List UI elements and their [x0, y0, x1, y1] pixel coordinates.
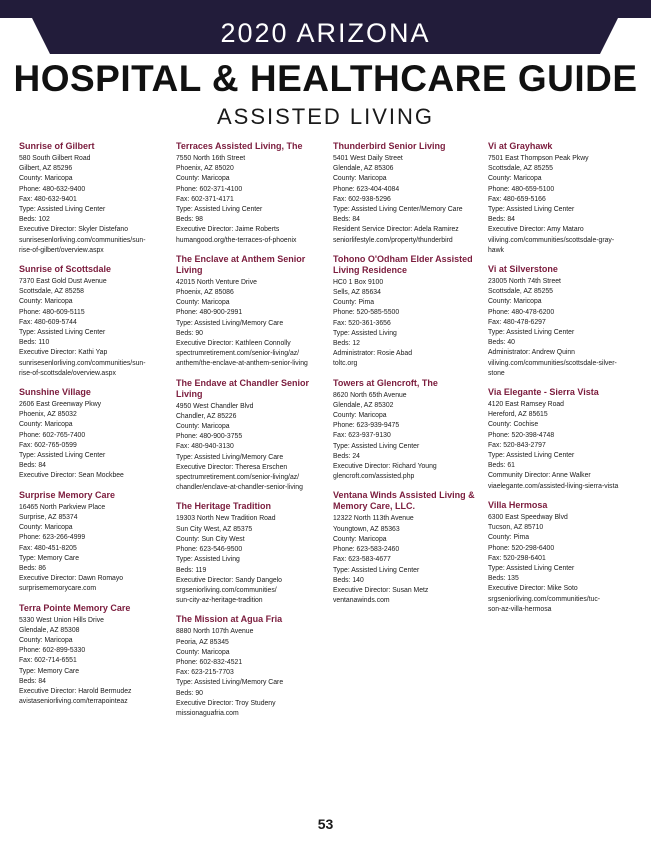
page-number: 53 [317, 816, 334, 832]
facility-detail: Type: Memory Care [19, 552, 80, 562]
facility-detail: Peoria, AZ 85345 [176, 636, 229, 646]
facility-entry [488, 387, 638, 491]
facility-detail: hawk [488, 244, 504, 254]
facility-entry [19, 490, 169, 594]
facility-detail: County: Pima [488, 532, 530, 542]
facility-detail: County: Maricopa [19, 173, 73, 183]
facility-detail: Tucson, AZ 85710 [488, 522, 544, 532]
facility-detail: missionaguafria.com [176, 707, 239, 717]
facility-entry [176, 614, 326, 718]
facility-detail: County: Sun City West [176, 533, 245, 543]
facility-name: Surprise Memory Care [19, 489, 116, 500]
facility-detail: Phone: 480-478-6200 [488, 306, 555, 316]
facility-detail: stone [488, 367, 505, 377]
facility-entry [333, 254, 483, 369]
facility-detail: 4950 West Chandler Blvd [176, 400, 254, 410]
facility-name: Terraces Assisted Living, The [176, 141, 303, 151]
facility-detail: srgseniorliving.com/communities/tuc- [488, 593, 601, 603]
facility-detail: 42015 North Venture Drive [176, 276, 257, 286]
facility-detail: County: Pima [333, 297, 375, 307]
facility-detail: County: Maricopa [176, 646, 230, 656]
facility-detail: 7501 East Thompson Peak Pkwy [488, 153, 589, 162]
facility-detail: Executive Director: Troy Studeny [176, 697, 276, 707]
facility-detail: Executive Director: Jaime Roberts [176, 224, 280, 234]
facility-detail: Type: Assisted Living Center [176, 204, 263, 214]
facility-detail: spectrumretirement.com/senior-living/az/ [176, 472, 300, 482]
facility-detail: viliving.com/communities/scottsdale-gray- [488, 234, 615, 244]
facility-name: Via Elegante - Sierra Vista [488, 387, 599, 398]
facility-detail: Executive Director: Sandy Dangelo [176, 574, 282, 584]
facility-detail: sunrisesenlorliving.com/communities/sun- [19, 357, 146, 367]
facility-detail: Type: Assisted Living [333, 327, 397, 337]
facility-detail: spectrumretirement.com/senior-living/az/ [176, 348, 300, 358]
facility-name: The Heritage Tradition [176, 501, 272, 512]
facility-detail: Youngtown, AZ 85363 [333, 523, 400, 533]
facility-detail: Executive Director: Sean Mockbee [19, 470, 124, 480]
facility-detail: Administrator: Rosie Abad [333, 348, 413, 358]
facility-detail: avistaseniorliving.com/terrapointeaz [19, 696, 128, 706]
facility-detail: Phone: 480-900-3755 [176, 431, 243, 441]
facility-detail: Phone: 480-900-2991 [176, 307, 243, 317]
facility-detail: 8620 North 65th Avenue [333, 389, 407, 399]
facility-detail: Fax: 602-765-0599 [19, 439, 77, 449]
facility-entry [19, 603, 169, 707]
facility-entry [19, 387, 169, 481]
facility-detail: County: Maricopa [176, 297, 230, 307]
facility-detail: Executive Director: Amy Mataro [488, 224, 584, 234]
facility-detail: County: Maricopa [19, 522, 73, 532]
facility-detail: Sells, AZ 85634 [333, 287, 381, 297]
facility-entry [333, 141, 483, 245]
facility-detail: County: Maricopa [19, 634, 73, 644]
facility-detail: 16465 North Parkview Place [19, 501, 106, 511]
facility-detail: 5401 West Daily Street [333, 153, 403, 162]
facility-detail: Fax: 480-609-5744 [19, 316, 77, 326]
facility-entry [333, 378, 483, 482]
listing-column-2 [176, 141, 326, 727]
facility-detail: Phone: 602-899-5330 [19, 645, 86, 655]
facility-detail: 6300 East Speedway Blvd [488, 511, 568, 521]
facility-detail: Type: Assisted Living/Memory Care [176, 451, 284, 461]
facility-detail: Executive Director: Harold Bermudez [19, 685, 132, 695]
facility-detail: Scottsdale, AZ 85255 [488, 286, 553, 296]
facility-detail: Type: Assisted Living Center [333, 440, 420, 450]
facility-detail: Executive Director: Mike Soto [488, 583, 578, 593]
facility-detail: County: Maricopa [176, 421, 230, 431]
facility-detail: Surprise, AZ 85374 [19, 511, 78, 521]
facility-detail: 4120 East Ramsey Road [488, 399, 564, 409]
facility-detail: Phone: 520-298-6400 [488, 542, 555, 552]
facility-detail: Executive Director: Richard Young [333, 461, 437, 471]
facility-detail: 7550 North 16th Street [176, 153, 246, 162]
facility-detail: anthem/the-enclave-at-anthem-senior-living [176, 358, 308, 368]
facility-name: Towers at Glencroft, The [333, 377, 438, 388]
facility-detail: Fax: 520-843-2797 [488, 439, 546, 449]
facility-detail: 23005 North 74th Street [488, 276, 561, 286]
facility-entry [176, 254, 326, 369]
facility-detail: Phone: 480-659-5100 [488, 183, 555, 193]
facility-detail: Executive Director: Skyler Distefano [19, 224, 129, 234]
listing-column-3 [333, 141, 483, 614]
facility-detail: County: Maricopa [488, 173, 542, 183]
facility-detail: Phone: 623-266-4999 [19, 532, 86, 542]
facility-detail: glencroft.com/assisted.php [333, 471, 415, 481]
facility-detail: Beds: 24 [333, 450, 360, 460]
facility-detail: Beds: 40 [488, 337, 515, 347]
facility-detail: 19303 North New Tradition Road [176, 513, 276, 523]
facility-detail: Beds: 90 [176, 687, 203, 697]
facility-detail: Sun City West, AZ 85375 [176, 523, 253, 533]
facility-detail: Type: Assisted Living/Memory Care [176, 317, 284, 327]
facility-detail: Type: Assisted Living/Memory Care [176, 677, 284, 687]
facility-detail: 5330 West Union Hills Drive [19, 614, 104, 624]
facility-entry [488, 500, 638, 614]
listing-column-1 [19, 141, 169, 715]
facility-name: Vi at Silverstone [488, 264, 558, 275]
facility-detail: Type: Assisted Living Center [488, 327, 575, 337]
facility-detail: Community Director: Anne Walker [488, 470, 591, 480]
facility-detail: Phone: 480-609-5115 [19, 306, 85, 316]
facility-detail: Glendale, AZ 85302 [333, 399, 394, 409]
facility-detail: Executive Director: Dawn Romayo [19, 573, 124, 583]
facility-detail: Fax: 602-938-5296 [333, 193, 391, 203]
facility-detail: Phoenix, AZ 85020 [176, 163, 234, 173]
facility-detail: Fax: 520-361-3656 [333, 317, 391, 327]
facility-detail: humangood.org/the-terraces-of-phoenix [176, 234, 297, 244]
facility-detail: Fax: 480-478-6297 [488, 316, 546, 326]
facility-detail: Beds: 140 [333, 574, 364, 584]
facility-detail: toltc.org [333, 358, 358, 368]
facility-detail: Phone: 623-546-9500 [176, 544, 243, 554]
facility-detail: Chandler, AZ 85226 [176, 410, 237, 420]
section-subtitle: ASSISTED LIVING [216, 104, 435, 129]
facility-detail: Phone: 480-632-9400 [19, 183, 86, 193]
facility-detail: Fax: 480-659-5166 [488, 193, 546, 203]
facility-detail: sunrisesenlorliving.com/communities/sun- [19, 234, 146, 244]
facility-detail: 12322 North 113th Avenue [333, 513, 414, 523]
facility-entry [19, 264, 169, 378]
facility-detail: Type: Assisted Living Center [19, 204, 106, 214]
facility-detail: County: Maricopa [333, 410, 387, 420]
facility-entry [488, 264, 638, 378]
facility-detail: Beds: 98 [176, 214, 203, 224]
facility-detail: Beds: 86 [19, 562, 46, 572]
facility-detail: Type: Assisted Living Center [488, 204, 575, 214]
facility-entry [176, 141, 326, 245]
facility-detail: County: Maricopa [333, 533, 387, 543]
facility-detail: Type: Assisted Living Center [19, 327, 106, 337]
facility-name: Sunshine Village [19, 387, 91, 398]
facility-detail: Beds: 90 [176, 327, 203, 337]
banner-title: 2020 ARIZONA [220, 18, 431, 48]
facility-detail: viliving.com/communities/scottsdale-silver- [488, 357, 617, 367]
facility-name: The Endave at Chandler Senior Living [176, 377, 310, 399]
facility-detail: Beds: 119 [176, 564, 207, 574]
facility-detail: County: Maricopa [176, 173, 230, 183]
facility-name: Thunderbird Senior Living [333, 141, 446, 151]
facility-detail: Resident Service Director: Adela Ramirez [333, 224, 459, 234]
facility-detail: Beds: 84 [19, 675, 46, 685]
facility-detail: Phone: 520-398-4748 [488, 429, 555, 439]
facility-detail: Scottsdale, AZ 85258 [19, 286, 84, 296]
facility-detail: Executive Director: Kathi Yap [19, 347, 108, 357]
facility-detail: Scottsdale, AZ 85255 [488, 163, 553, 173]
facility-entry [488, 141, 638, 255]
facility-detail: sun-city-az-heritage-tradition [176, 595, 263, 605]
facility-detail: Type: Assisted Living [176, 554, 240, 564]
facility-detail: Type: Assisted Living Center [333, 564, 420, 574]
facility-entry [19, 141, 169, 255]
facility-name: Ventana Winds Assisted Living & Memory Care, LLC. [333, 490, 475, 512]
facility-detail: Fax: 602-714-6551 [19, 655, 77, 665]
facility-detail: Phoenix, AZ 85086 [176, 287, 234, 297]
facility-entry [176, 501, 326, 605]
facility-detail: Beds: 61 [488, 460, 515, 470]
facility-detail: son-az-villa-hermosa [488, 603, 552, 613]
listing-columns [19, 141, 639, 811]
facility-name: Tohono O'Odham Elder Assisted Living Residence [333, 253, 473, 275]
facility-detail: Glendale, AZ 85306 [333, 163, 394, 173]
facility-detail: Fax: 623-583-4677 [333, 554, 391, 564]
facility-detail: Beds: 84 [19, 460, 46, 470]
facility-name: Terra Pointe Memory Care [19, 602, 131, 613]
facility-detail: Executive Director: Susan Metz [333, 584, 429, 594]
facility-detail: Fax: 480-451-8205 [19, 542, 77, 552]
facility-name: Vi at Grayhawk [488, 141, 553, 151]
facility-detail: Type: Assisted Living Center [488, 562, 575, 572]
facility-detail: Fax: 623-937-9130 [333, 430, 391, 440]
facility-detail: Phone: 623-583-2460 [333, 544, 400, 554]
facility-detail: Fax: 520-298-6401 [488, 552, 546, 562]
facility-name: Sunrise of Gilbert [19, 141, 95, 151]
facility-detail: Fax: 480-940-3130 [176, 441, 234, 451]
listing-column-4 [488, 141, 638, 623]
facility-name: Villa Hermosa [488, 499, 548, 510]
facility-detail: Beds: 135 [488, 573, 519, 583]
facility-detail: Executive Director: Theresa Erschen [176, 461, 288, 471]
facility-detail: rise-of-gilbert/overview.aspx [19, 244, 104, 254]
facility-detail: Phone: 602-371-4100 [176, 183, 243, 193]
facility-detail: County: Maricopa [19, 296, 73, 306]
facility-detail: 580 South Gilbert Road [19, 153, 91, 162]
facility-detail: Glendale, AZ 85308 [19, 624, 80, 634]
facility-detail: County: Maricopa [19, 419, 73, 429]
facility-detail: Phone: 623-939-9475 [333, 420, 400, 430]
facility-detail: Type: Assisted Living Center [488, 450, 575, 460]
facility-detail: Type: Assisted Living Center [19, 450, 106, 460]
facility-detail: 8880 North 107th Avenue [176, 626, 254, 636]
facility-detail: Phone: 623-404-4084 [333, 183, 400, 193]
facility-detail: ventanawinds.com [333, 595, 390, 605]
facility-detail: Type: Memory Care [19, 665, 80, 675]
facility-detail: Beds: 12 [333, 338, 360, 348]
facility-detail: surprisememorycare.com [19, 583, 97, 593]
facility-detail: viaelegante.com/assisted-living-sierra-vista [488, 480, 619, 490]
facility-name: The Mission at Agua Fria [176, 614, 283, 625]
facility-detail: Beds: 84 [488, 214, 515, 224]
page-title: HOSPITAL & HEALTHCARE GUIDE [13, 58, 638, 99]
facility-detail: County: Maricopa [488, 296, 542, 306]
facility-detail: Fax: 602-371-4171 [176, 193, 234, 203]
facility-detail: County: Cochise [488, 419, 539, 429]
facility-detail: Beds: 110 [19, 337, 50, 347]
facility-detail: chandler/enclave-at-chandler-senior-living [176, 482, 303, 492]
header-banner [0, 0, 651, 54]
facility-detail: Beds: 102 [19, 214, 50, 224]
facility-entry [333, 490, 483, 605]
facility-detail: County: Maricopa [333, 173, 387, 183]
facility-detail: Phone: 602-765-7400 [19, 429, 86, 439]
facility-detail: Phoenix, AZ 85032 [19, 409, 77, 419]
facility-detail: Phone: 602-832-4521 [176, 656, 243, 666]
facility-entry [176, 378, 326, 493]
facility-detail: Fax: 480-632-9401 [19, 193, 77, 203]
facility-detail: 2606 East Greenway Pkwy [19, 399, 102, 409]
facility-detail: Gilbert, AZ 85296 [19, 163, 73, 173]
facility-detail: Fax: 623-215-7703 [176, 667, 234, 677]
facility-detail: HC0 1 Box 9100 [333, 276, 384, 286]
facility-name: Sunrise of Scottsdale [19, 264, 112, 275]
facility-detail: srgseniorliving.com/communities/ [176, 584, 277, 594]
facility-detail: 7370 East Gold Dust Avenue [19, 276, 107, 286]
facility-detail: Type: Assisted Living Center/Memory Care [333, 204, 463, 214]
facility-detail: rise-of-scottsdale/overview.aspx [19, 367, 116, 377]
facility-name: The Enclave at Anthem Senior Living [176, 253, 306, 275]
facility-detail: Beds: 84 [333, 214, 360, 224]
facility-detail: seniorlifestyle.com/property/thunderbird [333, 234, 453, 244]
facility-detail: Phone: 520-585-5500 [333, 307, 400, 317]
facility-detail: Executive Director: Kathleen Connolly [176, 338, 291, 348]
facility-detail: Administrator: Andrew Quinn [488, 347, 575, 357]
facility-detail: Hereford, AZ 85615 [488, 409, 548, 419]
